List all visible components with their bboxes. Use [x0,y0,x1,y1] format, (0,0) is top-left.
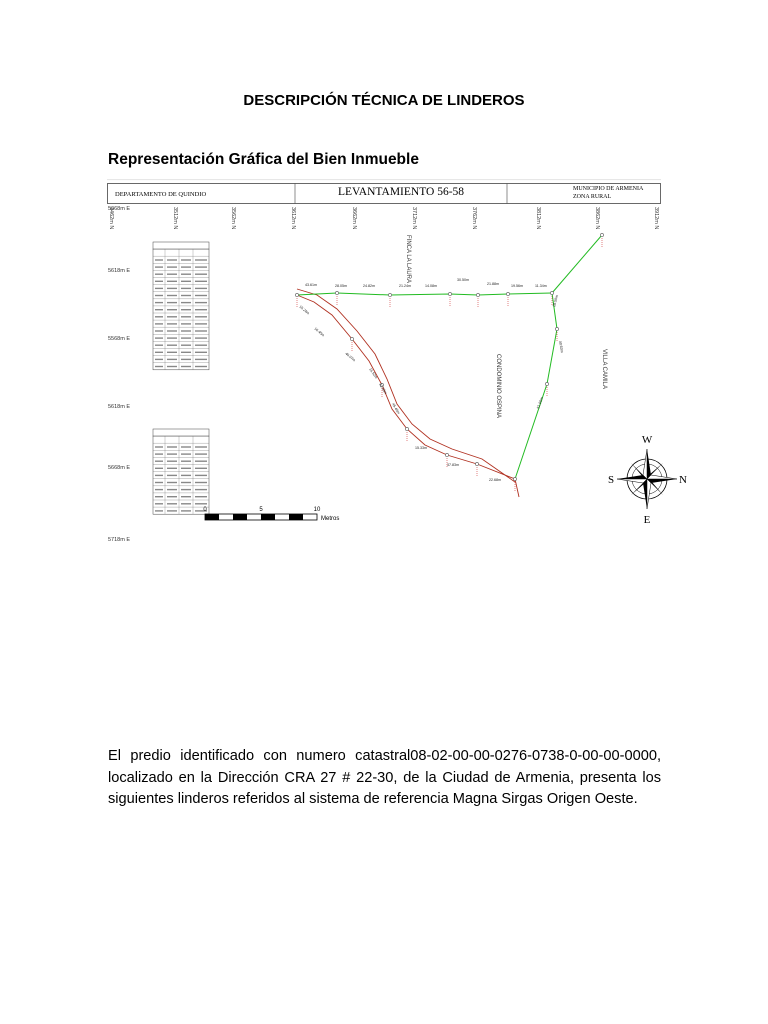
grid-top-label: 3462m N [108,207,114,230]
scale-unit: Metros [321,516,340,522]
distance-label: 28.05m [335,284,347,288]
grid-top-label: 3862m N [594,207,600,230]
coordinates-table-1 [153,242,209,370]
distance-label: 45.46m [391,402,401,415]
distance-label: 24.82m [363,284,375,288]
section-subtitle: Representación Gráfica del Bien Inmueble [108,151,419,168]
distance-label: 16.45m [313,326,326,338]
distance-label: 21.24m [399,284,411,288]
grid-left-label: 5718m E [108,537,131,543]
compass-n: N [679,474,687,486]
grid-top-label: 3812m N [535,207,541,230]
neighbor-label-2: CONDOMINIO OSPINA [495,354,501,419]
grid-top-label: 3562m N [230,207,236,230]
distance-label: 15.52m [368,367,379,380]
scale-tick-10: 10 [313,507,321,513]
distance-label: 40.63m [558,340,565,353]
plan-header-right-2: ZONA RURAL [573,194,612,200]
distance-label: 11.34m [535,284,547,288]
grid-left-label: 5568m E [108,336,131,342]
description-text: El predio identificado con numero catastral08-02-00-00-0276-0738-0-00-00-0000, localizado en la Dirección CRA 27 # 22-30, de la Ciudad de Armenia, presenta los siguientes linderos referidos al sistema de referencia Magna Sirgas Origen Oeste. [108,748,661,807]
distance-label: 21.88m [487,282,499,286]
survey-plan-figure [107,179,687,549]
boundary-point [388,293,391,296]
compass-s: S [607,474,615,486]
distance-label: 22.68m [489,478,501,482]
distance-label: 37.83m [447,463,459,467]
distance-label: 51.00m [536,396,545,410]
boundary-point [445,453,448,456]
grid-top-label: 3912m N [653,207,659,230]
boundary-point [350,337,353,340]
coordinates-table-2 [153,429,209,514]
distance-label: 15.24m [298,304,311,316]
compass-e: E [643,514,651,526]
distance-label: 14.08m [425,284,437,288]
grid-top-label: 3762m N [471,207,477,230]
distance-label: 19.56m [511,284,523,288]
distance-label: 43.61m [305,283,317,287]
compass-w: W [641,434,653,446]
boundary-point [513,477,516,480]
scale-tick-5: 5 [259,507,263,513]
boundary-point [506,292,509,295]
boundary-point [545,382,548,385]
boundary-point [475,462,478,465]
grid-top-label: 3512m N [172,207,178,230]
distance-label: 30.50m [457,278,469,282]
boundary-point [476,293,479,296]
plan-header-right-1: MUNICIPIO DE ARMENIA [573,186,644,192]
grid-left-label: 5618m E [108,404,131,410]
boundary-point [555,327,558,330]
plan-header-left: DEPARTAMENTO DE QUINDIO [115,191,207,198]
distance-label: 40.07m [344,351,357,363]
scale-tick-0: 0 [203,507,207,513]
grid-top-label: 3712m N [411,207,417,230]
boundary-point [335,291,338,294]
boundary-point [448,292,451,295]
distance-label: 28.50m [552,294,560,308]
grid-left-label: 5618m E [108,268,131,274]
boundary-point [550,291,553,294]
grid-left-top: 5668m E [108,206,131,212]
neighbor-label-1: FINCA LA LAURA [405,235,411,284]
distance-label: 31.93m [378,382,388,395]
description-paragraph [108,746,661,811]
plan-header-center: LEVANTAMIENTO 56-58 [337,186,465,198]
neighbor-label-3: VILLA CAMILA [601,349,607,390]
boundary-point [295,293,298,296]
boundary-point [600,233,603,236]
boundary-point [405,427,408,430]
grid-left-label: 5668m E [108,465,131,471]
distance-label: 15.33m [415,446,427,450]
survey-plan-drawing [107,179,687,549]
grid-top-label: 3662m N [351,207,357,230]
page-title: DESCRIPCIÓN TÉCNICA DE LINDEROS [243,92,525,109]
grid-top-label: 3612m N [290,207,296,230]
